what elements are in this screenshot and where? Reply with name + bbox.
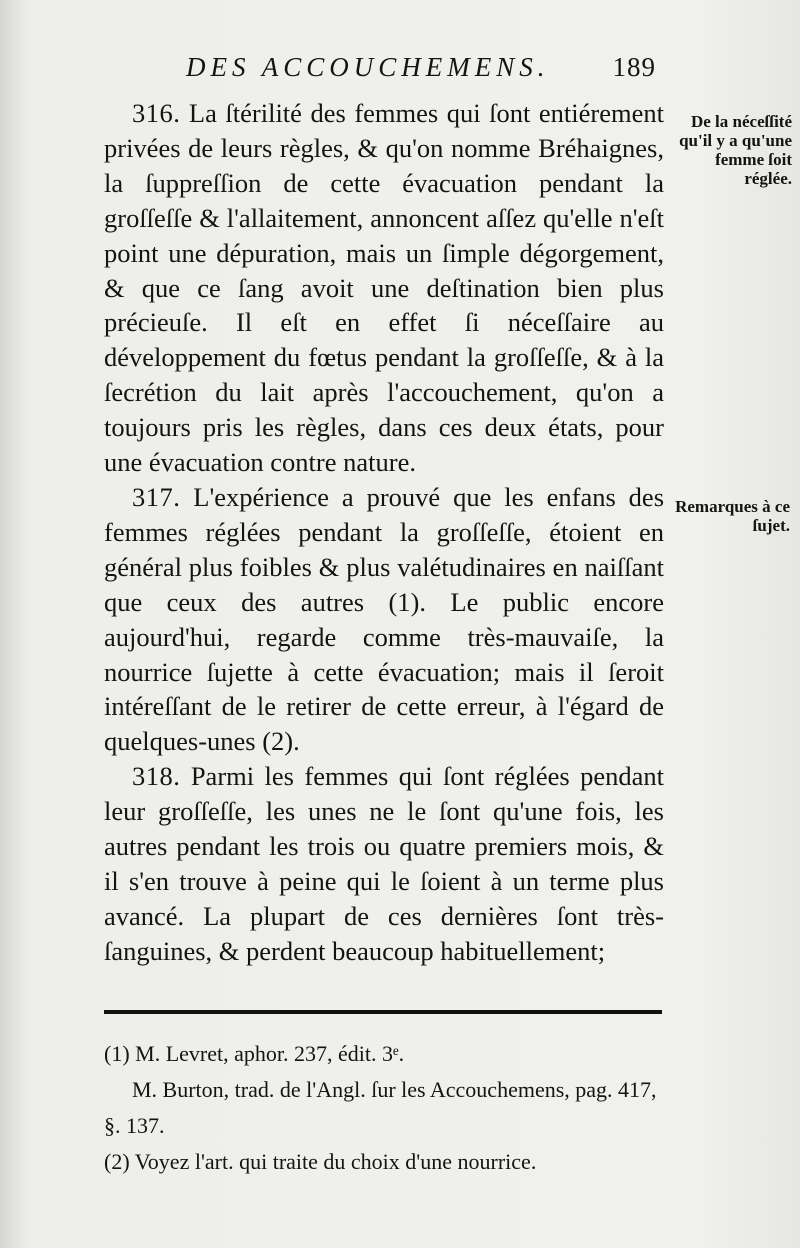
paragraph-number: 318.: [132, 761, 181, 792]
paragraph-number: 317.: [132, 481, 181, 512]
margin-note: De la néceſſité qu'il y a qu'une femme ſoit réglée.: [679, 112, 792, 188]
paragraph-text: L'expérience a prouvé que les enfans des femmes réglées pendant la groſſeſſe, étoient en général plus foibles & plus valétudinaires en naiſſant que ceux des autres (1). Le public encore aujourd'hui, regarde comme très-mauvaiſe, la nourrice ſujette à cette évacuation; mais il ſeroit intéreſſant de le retirer de cette erreur, à l'égard de quelques-unes (2).: [104, 481, 665, 757]
main-text: [104, 96, 664, 969]
page-number: 189: [612, 52, 656, 82]
paragraph-318: [104, 759, 664, 968]
footnote: (1) M. Levret, aphor. 237, édit. 3ᵉ.: [104, 1041, 405, 1066]
footnotes: [104, 1036, 670, 1180]
paragraph-text: La ſtérilité des femmes qui ſont entiérement privées de leurs règles, & qu'on nomme Bréhaignes, la ſuppreſſion de cette évacuation pendant la groſſeſſe & l'allaitement, annoncent aſſez qu'elle n'eſt point une dépuration, mais un ſimple dégorgement, & que ce ſang avoit une deſtination bien plus précieuſe. Il eſt en effet ſi néceſſaire au développement du fœtus pendant la groſſeſſe, & à la ſecrétion du lait après l'accouchement, qu'on a toujours pris les règles, dans ces deux états, pour une évacuation contre nature.: [104, 98, 664, 478]
paragraph-text: Parmi les femmes qui ſont réglées pendant leur groſſeſſe, les unes ne le ſont qu'une fois, les autres pendant les trois ou quatre premiers mois, & il s'en trouve à peine qui le ſoient à un terme plus avancé. La plupart de ces dernières ſont très-ſanguines, & perdent beaucoup habituellement;: [104, 761, 665, 966]
running-title: DES ACCOUCHEMENS.: [186, 52, 550, 82]
footnote: (2) Voyez l'art. qui traite du choix d'une nourrice.: [104, 1149, 537, 1174]
margin-note: Remarques à ce ſujet.: [675, 497, 790, 535]
page-header: [186, 52, 656, 92]
paragraph-316: [104, 96, 664, 480]
footnote: M. Burton, trad. de l'Angl. ſur les Accouchemens, pag. 417, §. 137.: [104, 1077, 657, 1138]
paragraph-317: [104, 480, 664, 759]
footnote-rule: [104, 1010, 662, 1014]
paragraph-number: 316.: [132, 98, 181, 128]
